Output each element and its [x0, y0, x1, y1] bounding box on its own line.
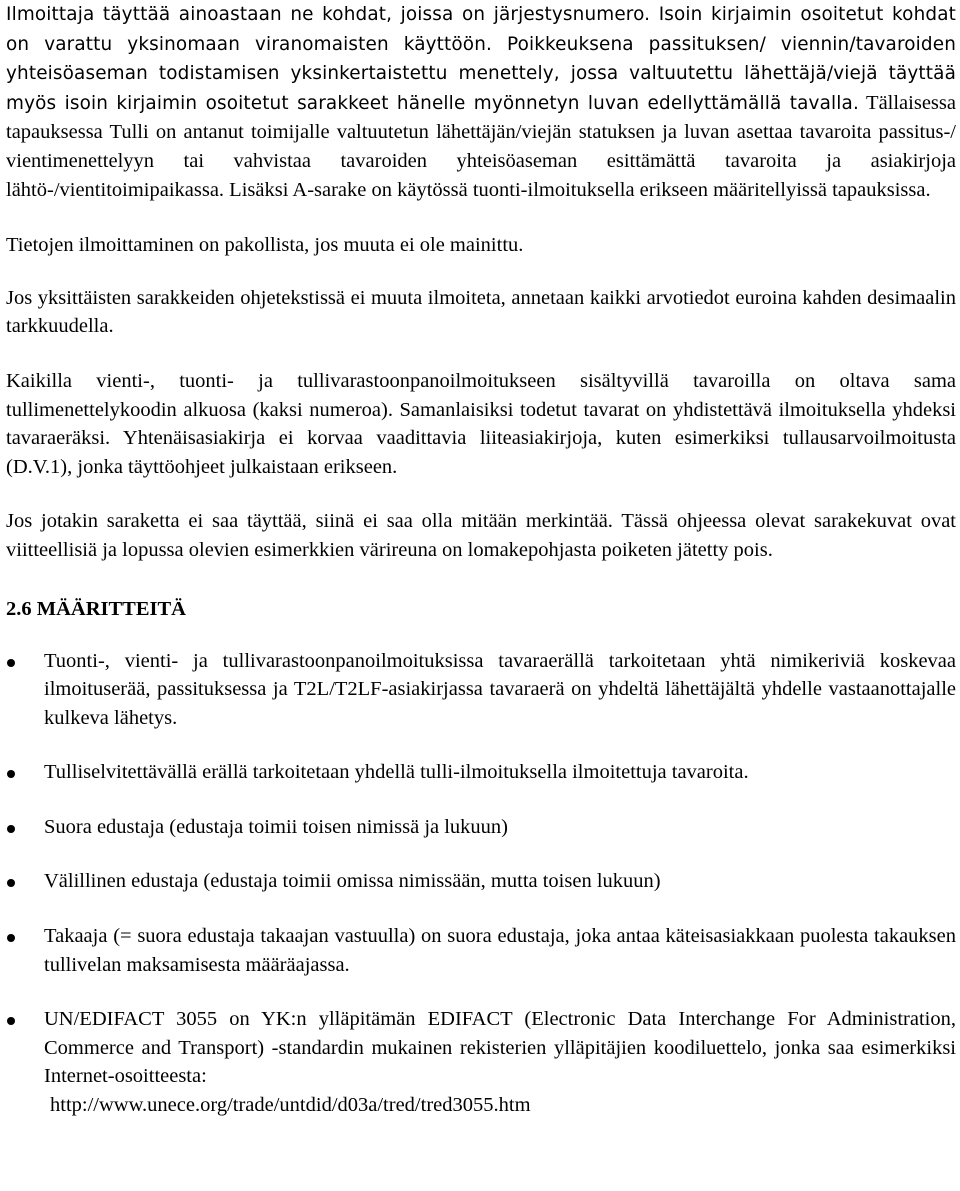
- bullet-icon: [7, 879, 15, 887]
- bullet-icon: [7, 934, 15, 942]
- definition-item: [6, 867, 956, 896]
- paragraph-value-currency: Jos yksittäisten sarakkeiden ohjetekstissä ei muuta ilmoiteta, annetaan kaikki arvotiedot euroina kahden desimaalin tarkkuudella.: [6, 286, 956, 338]
- bullet-icon: [7, 1017, 15, 1025]
- definition-text: Välillinen edustaja (edustaja toimii omissa nimissään, mutta toisen lukuun): [44, 870, 661, 893]
- edifact-text: UN/EDIFACT 3055 on YK:n ylläpitämän EDIFACT (Electronic Data Interchange For Administration, Commerce and Transport) -standardin mukainen rekisterien ylläpitäjien koodiluettelo, jonka saa esimerkiksi Internet-osoitteesta:: [44, 1008, 956, 1088]
- definition-item: [6, 647, 956, 733]
- definition-item: [6, 813, 956, 842]
- definition-item: [6, 922, 956, 979]
- paragraph-empty-columns: Jos jotakin saraketta ei saa täyttää, siinä ei saa olla mitään merkintää. Tässä ohjeessa olevat sarakekuvat ovat viitteellisiä ja lopussa olevien esimerkkien värireuna on lomakepohjasta poiketen jätetty pois.: [6, 510, 956, 561]
- paragraph-procedure-code: Kaikilla vienti-, tuonti- ja tullivarastoonpanoilmoitukseen sisältyvillä tavaroilla on oltava sama tullimenettelykoodin alkuosa (kaksi numeroa). Samanlaisiksi todetut tavarat on yhdistettävä ilmoituksella yhdeksi tavaraeräksi. Yhtenäisasiakirja ei korvaa vaadittavia liiteasiakirjoja, kuten esimerkiksi tullausarvoilmoitusta (D.V.1), jonka täyttöohjeet julkaistaan erikseen.: [6, 369, 956, 478]
- document-page: [6, 0, 956, 1120]
- section-heading: 2.6 MÄÄRITTEITÄ: [6, 597, 186, 620]
- definition-text: Takaaja (= suora edustaja takaajan vastuulla) on suora edustaja, joka antaa käteisasiakkaan puolesta takauksen tullivelan maksamisesta määräajassa.: [44, 925, 956, 976]
- edifact-url-link[interactable]: http://www.unece.org/trade/untdid/d03a/tred/tred3055.htm: [50, 1094, 531, 1117]
- definition-text: Suora edustaja (edustaja toimii toisen nimissä ja lukuun): [44, 815, 509, 838]
- bullet-icon: [7, 770, 15, 778]
- definition-item: [6, 758, 956, 787]
- intro-sans-text: Ilmoittaja täyttää ainoastaan ne kohdat, joissa on järjestysnumero. Isoin kirjaimin osoitetut kohdat on varattu yksinomaan viranomaisten käyttöön. Poikkeuksena passituksen/ viennin/tavaroiden yhteisöaseman todistamisen yksinkertaistettu menettely, jossa valtuutettu lähettäjä/viejä täyttää myös isoin kirjaimin osoitetut sarakkeet hänelle myönnetyn luvan edellyttämällä tavalla.: [6, 4, 956, 114]
- definition-list: [6, 647, 956, 1120]
- bullet-icon: [7, 659, 15, 667]
- bullet-icon: [7, 825, 15, 833]
- intro-paragraph: [6, 0, 956, 204]
- intro-serif-text: Tällaisessa tapauksessa Tulli on antanut toimijalle valtuutetun lähettäjän/viejän statuksen ja luvan asettaa tavaroita passitus-/ vientimenettelyyn tai vahvistaa tavaroiden yhteisöaseman esittämättä tavaroita ja asiakirjoja lähtö-/vientitoimipaikassa. Lisäksi A-sarake on käytössä tuonti-ilmoituksella erikseen määritellyissä tapauksissa.: [6, 91, 956, 201]
- definition-item-edifact: [6, 1005, 956, 1119]
- paragraph-mandatory-info: Tietojen ilmoittaminen on pakollista, jos muuta ei ole mainittu.: [6, 234, 524, 257]
- definition-text: Tuonti-, vienti- ja tullivarastoonpanoilmoituksissa tavaraerällä tarkoitetaan yhtä nimikeriviä koskevaa ilmoituserää, passituksessa ja T2L/T2LF-asiakirjassa tavaraerä on yhdeltä lähettäjältä yhdelle vastaanottajalle kulkeva lähetys.: [44, 649, 956, 729]
- definition-text: Tulliselvitettävällä erällä tarkoitetaan yhdellä tulli-ilmoituksella ilmoitettuja tavaroita.: [44, 761, 749, 784]
